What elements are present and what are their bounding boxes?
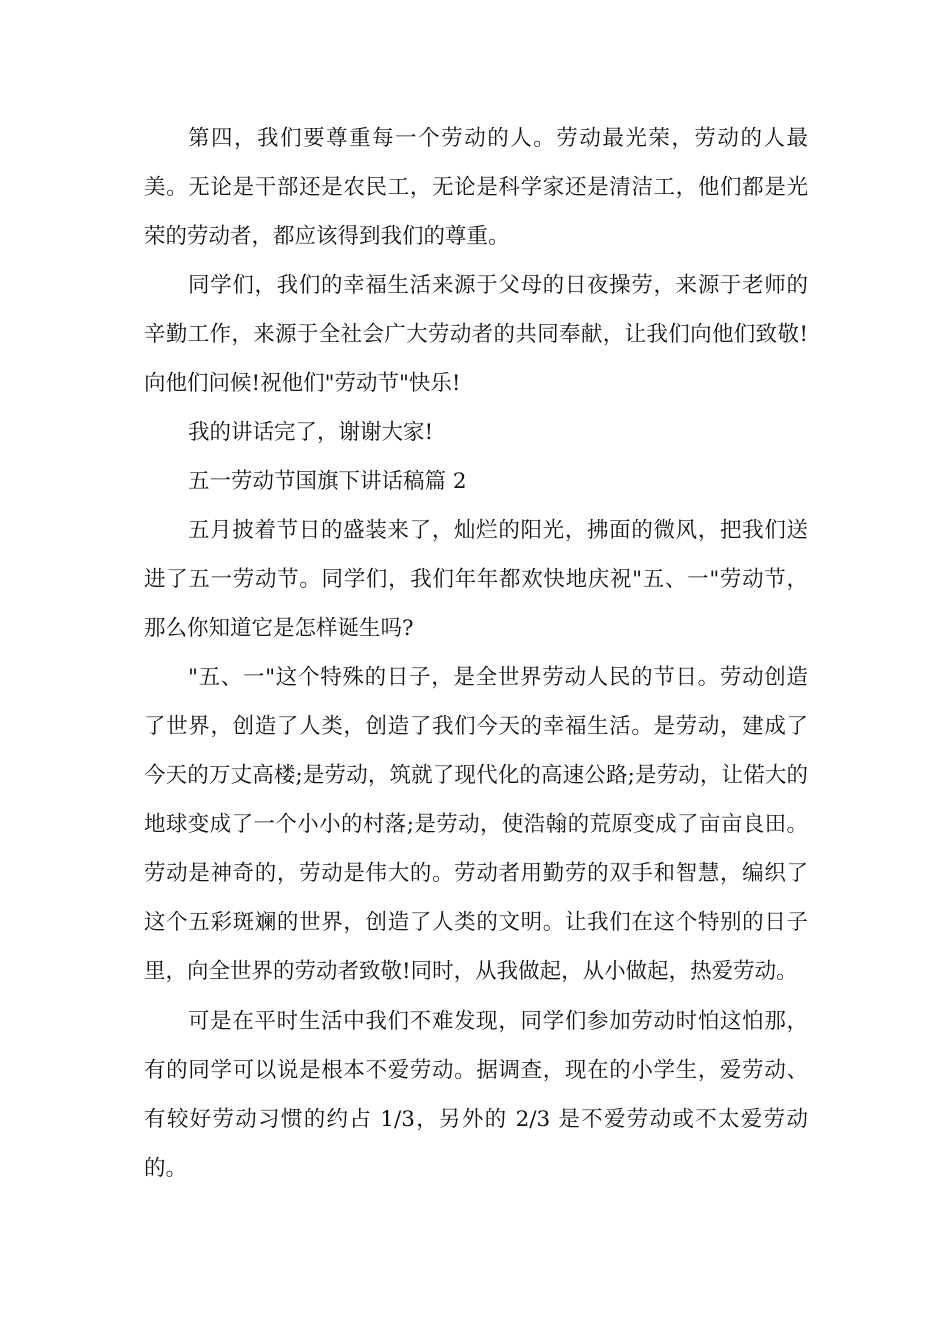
paragraph-respect-workers: 第四，我们要尊重每一个劳动的人。劳动最光荣，劳动的人最美。无论是干部还是农民工，无论是科学家还是清洁工，他们都是光荣的劳动者，都应该得到我们的尊重。 xyxy=(144,126,808,249)
document-body xyxy=(144,114,808,1193)
paragraph-labor-creates-world: "五、一"这个特殊的日子，是全世界劳动人民的节日。劳动创造了世界，创造了人类，创造了我们今天的幸福生活。是劳动，建成了今天的万丈高楼;是劳动，筑就了现代化的高速公路;是劳动，让偌大的地球变成了一个小小的村落;是劳动，使浩翰的荒原变成了亩亩良田。劳动是神奇的，劳动是伟大的。劳动者用勤劳的双手和智慧，编织了这个五彩斑斓的世界，创造了人类的文明。让我们在这个特别的日子里，向全世界的劳动者致敬!同时，从我做起，从小做起，热爱劳动。 xyxy=(144,665,808,984)
section-heading: 五一劳动节国旗下讲话稿篇 2 xyxy=(188,469,467,494)
paragraph-may-festival: 五月披着节日的盛装来了，灿烂的阳光，拂面的微风，把我们送进了五一劳动节。同学们，我们年年都欢快地庆祝"五、一"劳动节，那么你知道它是怎样诞生吗? xyxy=(144,518,808,641)
paragraph-thanks-workers: 同学们，我们的幸福生活来源于父母的日夜操劳，来源于老师的辛勤工作，来源于全社会广大劳动者的共同奉献，让我们向他们致敬!向他们问候!祝他们"劳动节"快乐! xyxy=(144,273,808,396)
paragraph-survey: 可是在平时生活中我们不难发现，同学们参加劳动时怕这怕那，有的同学可以说是根本不爱劳动。据调查，现在的小学生，爱劳动、有较好劳动习惯的约占 1/3，另外的 2/3 是不爱劳动或不太爱劳动的。 xyxy=(144,1009,808,1181)
paragraph-closing: 我的讲话完了，谢谢大家! xyxy=(188,420,434,445)
